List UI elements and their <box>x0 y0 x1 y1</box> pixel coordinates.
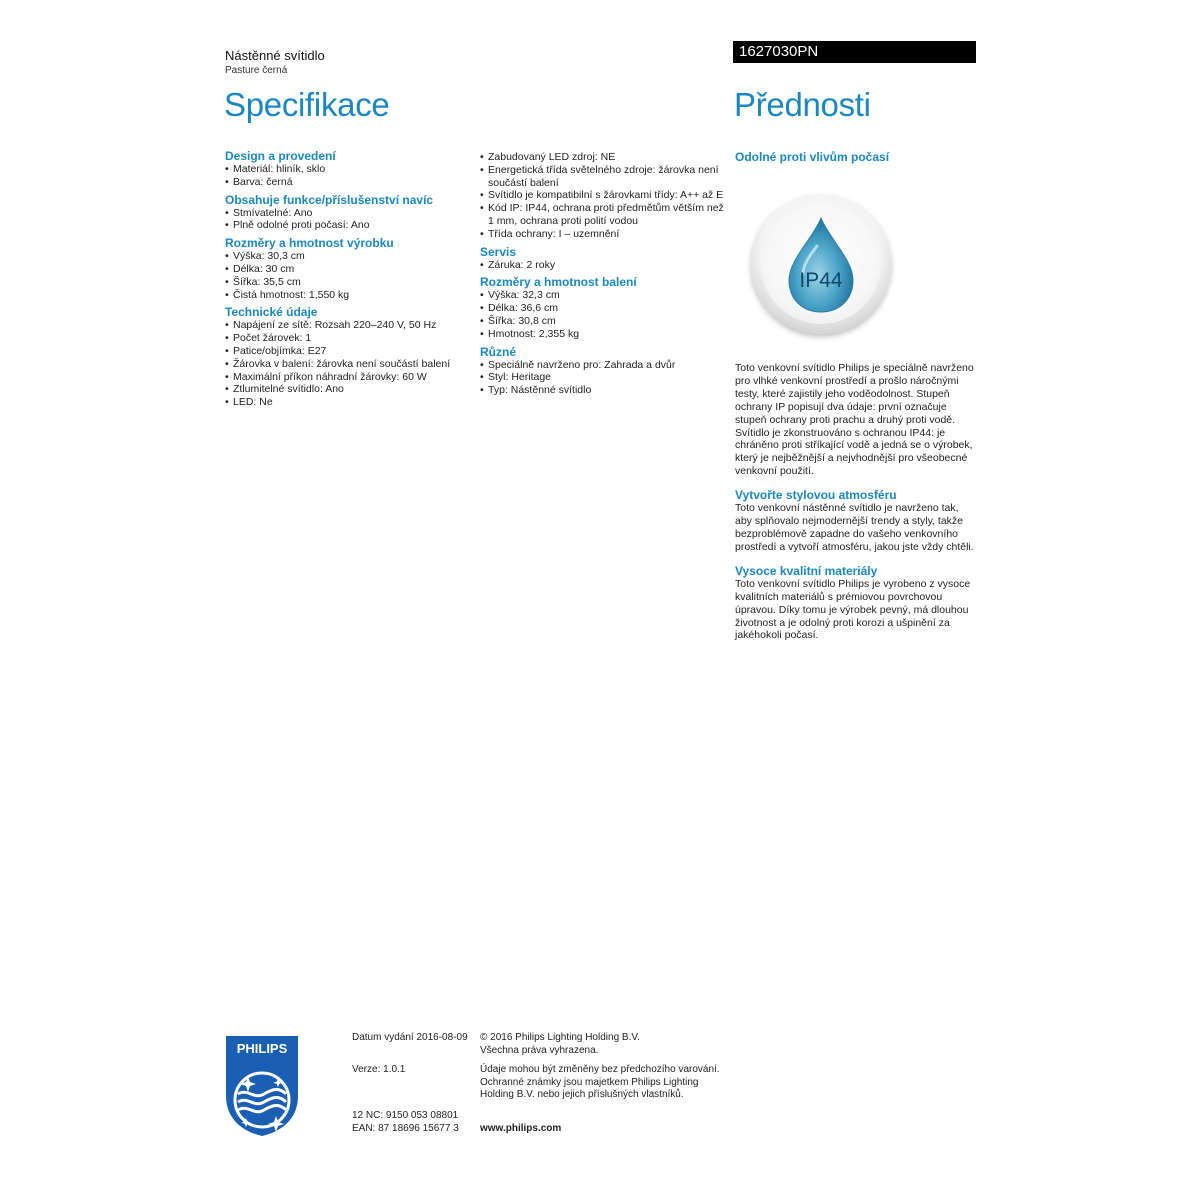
spec-item: • Speciálně navrženo pro: Zahrada a dvůr <box>480 359 725 372</box>
spec-item: • Materiál: hliník, sklo <box>225 163 470 176</box>
version: Verze: 1.0.1 <box>352 1064 406 1075</box>
spec-item: • Typ: Nástěnné svítidlo <box>480 384 725 397</box>
spec-item: • Záruka: 2 roky <box>480 259 725 272</box>
spec-item: • Výška: 32,3 cm <box>480 289 725 302</box>
advantage-paragraph: Toto venkovní svítidlo Philips je speciálně navrženo pro vlhké venkovní prostředí a prošlo náročnými testy, které zajistily jeho voděodolnost. Stupeň ochrany IP popisují dva údaje: první označuje stupeň ochrany proti prachu a druhý proti vodě. Svítidlo je zkonstruováno s ochranou IP44: je chráněno proti stříkající vodě a jedná se o výrobek, který je nejběžnější a nejvhodnější pro všeobecné venkovní použití. <box>735 362 974 478</box>
badge-heading: Odolné proti vlivům počasí <box>735 150 890 164</box>
spec-item: • Styl: Heritage <box>480 371 725 384</box>
specifications-title: Specifikace <box>224 86 390 123</box>
spec-item: • Napájení ze sítě: Rozsah 220–240 V, 50 Hz <box>225 319 470 332</box>
spec-item: • Plně odolné proti počasí: Ano <box>225 219 470 232</box>
advantage-heading: Vytvořte stylovou atmosféru <box>735 488 897 503</box>
rights-line: Všechna práva vyhrazena. <box>480 1044 599 1056</box>
website-link[interactable]: www.philips.com <box>480 1123 562 1134</box>
advantages-title: Přednosti <box>734 86 871 123</box>
product-name: Nástěnné svítidlo <box>225 48 325 63</box>
spec-item: • Stmívatelné: Ano <box>225 207 470 220</box>
spec-item: • Šířka: 35,5 cm <box>225 276 470 289</box>
spec-item: • Svítidlo je kompatibilní s žárovkami třídy: A++ až E <box>480 189 725 202</box>
spec-item: • Délka: 36,6 cm <box>480 302 725 315</box>
spec-column-1 <box>225 149 470 413</box>
spec-item: • Ztlumitelné svítidlo: Ano <box>225 383 470 396</box>
spec-section <box>480 245 725 272</box>
section-heading: Servis <box>480 244 517 259</box>
product-subtitle: Pasture černá <box>225 65 288 76</box>
spec-item: • Energetická třída světelného zdroje: žárovka není součástí balení <box>480 164 725 190</box>
spec-item: • Barva: černá <box>225 176 470 189</box>
section-heading: Obsahuje funkce/příslušenství navíc <box>225 192 434 207</box>
section-heading: Rozměry a hmotnost balení <box>480 275 637 290</box>
advantage-paragraph: Toto venkovní nástěnné svítidlo je navrženo tak, aby splňovalo nejmodernější trendy a styly, takže bezproblémově zapadne do vašeho venkovního prostředí a vytvoří atmosféru, jakou jste vždy chtěli. <box>735 502 974 553</box>
ip44-badge <box>751 194 891 334</box>
spec-section <box>225 149 470 189</box>
copyright-line: © 2016 Philips Lighting Holding B.V. <box>480 1032 640 1043</box>
legal-notice: Údaje mohou být změněny bez předchozího varování. Ochranné známky jsou majetkem Philips Lighting Holding B.V. nebo jejich příslušných vlastníků. <box>480 1064 720 1100</box>
spec-section <box>225 193 470 233</box>
spec-section <box>480 345 725 397</box>
spec-item: • Počet žárovek: 1 <box>225 332 470 345</box>
nc-number: 12 NC: 9150 053 08801 <box>352 1110 459 1121</box>
water-drop-icon <box>751 194 891 334</box>
spec-section <box>480 275 725 340</box>
section-heading: Rozměry a hmotnost výrobku <box>225 236 394 251</box>
spec-item: • Žárovka v balení: žárovka není součástí balení <box>225 358 470 371</box>
advantage-paragraph: Toto venkovní svítidlo Philips je vyrobeno z vysoce kvalitních materiálů s prémiovou povrchovou úpravou. Díky tomu je výrobek pevný, má dlouhou životnost a je odolný proti korozi a ušpinění za jakéhokoli počasí. <box>735 577 971 642</box>
product-code: 1627030PN <box>733 41 976 63</box>
copyright <box>480 1032 730 1057</box>
section-heading: Technické údaje <box>225 305 318 320</box>
product-numbers <box>352 1110 459 1135</box>
spec-item: • LED: Ne <box>225 396 470 409</box>
logo-text: PHILIPS <box>236 1041 288 1056</box>
spec-item: • Délka: 30 cm <box>225 263 470 276</box>
advantages-text <box>735 362 975 642</box>
advantage-heading: Vysoce kvalitní materiály <box>735 563 878 578</box>
spec-item: • Kód IP: IP44, ochrana proti předmětům větším než 1 mm, ochrana proti polití vodou <box>480 202 725 228</box>
spec-item: • Hmotnost: 2,355 kg <box>480 328 725 341</box>
advantages-column <box>735 150 975 642</box>
spec-item: • Třída ochrany: I – uzemnění <box>480 228 725 241</box>
ean-number: EAN: 87 18696 15677 3 <box>352 1122 459 1134</box>
philips-logo <box>224 1034 300 1143</box>
spec-section <box>225 236 470 301</box>
section-heading: Různé <box>480 344 516 359</box>
spec-item: • Čistá hmotnost: 1,550 kg <box>225 289 470 302</box>
section-heading: Design a provedení <box>225 149 336 163</box>
issue-date: Datum vydání 2016-08-09 <box>352 1032 468 1043</box>
spec-item: • Maximální příkon náhradní žárovky: 60 W <box>225 371 470 384</box>
badge-label: IP44 <box>799 269 843 292</box>
spec-column-2 <box>480 151 725 401</box>
spec-item: • Patice/objímka: E27 <box>225 345 470 358</box>
spec-section <box>225 305 470 409</box>
spec-item: • Výška: 30,3 cm <box>225 250 470 263</box>
spec-item: • Šířka: 30,8 cm <box>480 315 725 328</box>
spec-item: • Zabudovaný LED zdroj: NE <box>480 151 725 164</box>
